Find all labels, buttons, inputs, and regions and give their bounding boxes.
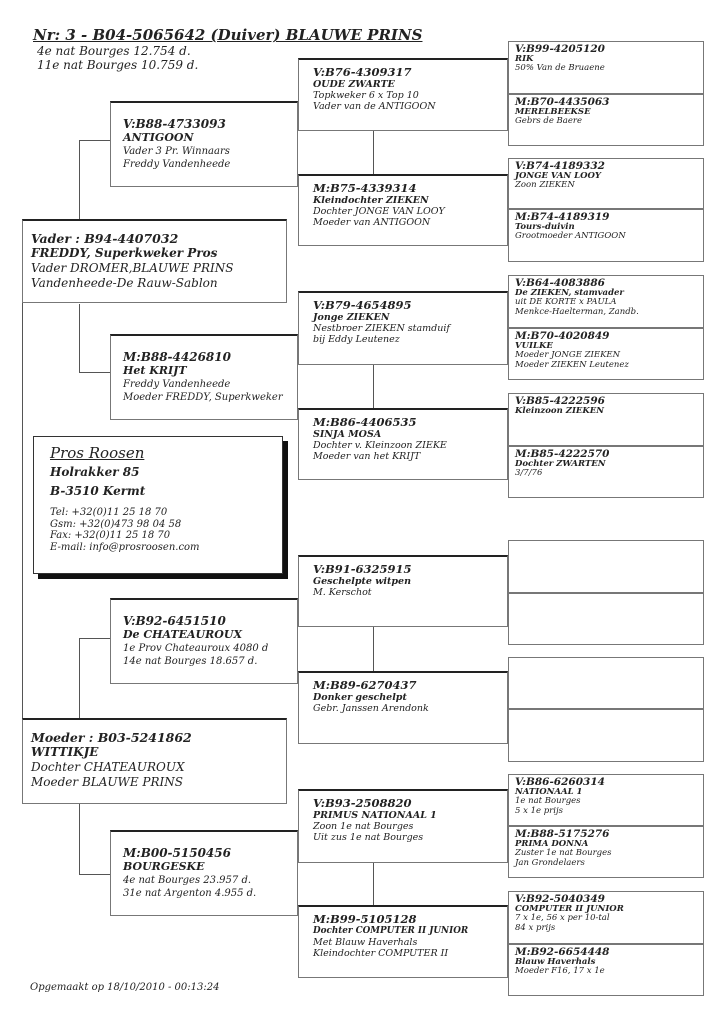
connector-line [79,372,110,373]
ring-number: M:B70-4020849 [515,330,610,342]
pedigree-note: Dochter JONGE VAN LOOY [313,206,445,217]
pedigree-note: Menkce-Haelterman, Zandb. [515,306,639,317]
pedigree-note: Zoon ZIEKEN [515,180,575,190]
ring-number: M:B75-4339314 [313,181,417,195]
ring-number: M:B70-4435063 [515,96,610,108]
pedigree-note: 3/7/76 [515,468,543,478]
pigeon-name: OUDE ZWARTE [313,79,395,90]
pigeon-name: Donker geschelpt [313,692,407,703]
ring-number: M:B85-4222570 [515,448,610,460]
pedigree-card-g4[interactable] [508,158,704,209]
connector-line [373,627,374,671]
pedigree-note: Vader 3 Pr. Winnaars [123,146,230,157]
pigeon-name: Geschelpte witpen [313,576,412,587]
connector-line [373,131,374,174]
ring-number: V:B99-4205120 [515,43,605,55]
pedigree-card-g4[interactable] [508,393,704,446]
connector-line [79,874,110,875]
breeder-email: E-mail: info@prosroosen.com [50,541,200,553]
pigeon-name: NATIONAAL 1 [515,787,583,797]
pigeon-name: RIK [515,54,534,64]
pedigree-card-g4-empty[interactable] [508,593,704,645]
pigeon-name: De CHATEAUROUX [123,628,242,641]
pedigree-card-g3[interactable] [298,174,508,246]
pedigree-card-g3[interactable] [298,671,508,744]
pigeon-name: VUILKE [515,341,553,351]
pedigree-card-g4[interactable] [508,275,704,328]
pedigree-card-g3[interactable] [298,408,508,480]
pedigree-card-g2[interactable] [110,830,298,916]
pedigree-note: Kleindochter COMPUTER II [313,948,449,959]
ring-number: V:B64-4083886 [515,277,605,289]
ring-number: V:B79-4654895 [313,298,412,312]
connector-line [79,304,80,372]
pedigree-card-g4[interactable] [508,891,704,944]
created-timestamp: Opgemaakt op 18/10/2010 - 00:13:24 [30,982,220,993]
ring-number: Moeder : B03-5241862 [31,730,192,745]
pedigree-note: Dochter CHATEAUROUX [31,760,185,774]
pedigree-note: Topkweker 6 x Top 10 [313,90,419,101]
pigeon-name: WITTIKJE [31,745,99,759]
pedigree-note: uit DE KORTE x PAULA [515,297,617,307]
pedigree-card-g3[interactable] [298,555,508,627]
pedigree-note: Moeder ZIEKEN Leutenez [515,359,629,370]
pigeon-name: Blauw Haverhals [515,957,596,967]
ring-number: V:B86-6260314 [515,776,605,788]
pigeon-name: JONGE VAN LOOY [515,171,602,181]
pedigree-note: 84 x prijs [515,922,556,933]
pigeon-name: Tours-duivin [515,222,575,232]
connector-line [79,140,80,220]
pedigree-note: Freddy Vandenheede [123,159,231,170]
pedigree-note: Gebrs de Baere [515,116,582,126]
ring-number: M:B99-5105128 [313,912,417,926]
pedigree-card-g4-empty[interactable] [508,540,704,593]
ring-number: V:B74-4189332 [515,160,605,172]
pedigree-card-mother[interactable] [22,718,287,804]
pigeon-name: De ZIEKEN, stamvader [515,288,624,298]
pedigree-card-g4[interactable] [508,774,704,826]
pedigree-note: Freddy Vandenheede [123,379,231,390]
pedigree-note: 1e Prov Chateauroux 4080 d [123,643,269,654]
pedigree-note: Moeder van ANTIGOON [313,217,431,228]
pedigree-card-g3[interactable] [298,789,508,863]
pedigree-note: 5 x 1e prijs [515,805,563,816]
ring-number: V:B85-4222596 [515,395,605,407]
pedigree-card-g2[interactable] [110,598,298,684]
pedigree-card-g4[interactable] [508,446,704,498]
pedigree-note: Jan Grondelaers [515,857,585,868]
pedigree-card-g3[interactable] [298,291,508,365]
page-title: Nr: 3 - B04-5065642 (Duiver) BLAUWE PRINS [33,26,423,44]
pedigree-note: Grootmoeder ANTIGOON [515,231,626,241]
connector-line [79,638,80,718]
ring-number: M:B74-4189319 [515,211,610,223]
pedigree-note: Gebr. Janssen Arendonk [313,703,429,714]
pedigree-card-g4-empty[interactable] [508,657,704,709]
pedigree-note: 50% Van de Bruaene [515,63,605,73]
pedigree-note: Vader DROMER,BLAUWE PRINS [31,261,234,275]
connector-line [79,638,110,639]
ring-number: V:B76-4309317 [313,65,412,79]
breeder-mobile: Gsm: +32(0)473 98 04 58 [50,518,182,530]
ring-number: V:B91-6325915 [313,562,412,576]
connector-line [79,140,110,141]
pedigree-card-g4-empty[interactable] [508,709,704,762]
pigeon-name: Dochter ZWARTEN [515,459,606,469]
pedigree-note: Uit zus 1e nat Bourges [313,832,424,843]
pigeon-name: MERELBEEKSE [515,107,591,117]
pedigree-note: 1e nat Bourges [515,796,581,806]
pedigree-note: Nestbroer ZIEKEN stamduif [313,323,450,334]
breeder-fax: Fax: +32(0)11 25 18 70 [50,530,171,541]
breeder-phone: Tel: +32(0)11 25 18 70 [50,507,168,518]
pedigree-note: 31e nat Argenton 4.955 d. [123,888,257,899]
pigeon-name: Kleindochter ZIEKEN [313,195,429,206]
breeder-card [33,436,283,574]
pedigree-card-g4[interactable] [508,826,704,878]
pedigree-note: Vandenheede-De Rauw-Sablon [31,276,218,290]
pedigree-note: Vader van de ANTIGOON [313,101,436,112]
breeder-street: Holrakker 85 [50,465,140,479]
pedigree-note: Moeder van het KRIJT [313,451,421,462]
pedigree-note: Dochter v. Kleinzoon ZIEKE [313,440,447,451]
pedigree-card-g3[interactable] [298,58,508,131]
pedigree-note: Moeder BLAUWE PRINS [31,775,183,789]
pigeon-name: Het KRIJT [123,364,187,377]
pigeon-name: Dochter COMPUTER II JUNIOR [313,926,469,936]
ring-number: M:B89-6270437 [313,678,417,692]
ring-number: M:B00-5150456 [123,846,231,860]
pedigree-note: Moeder JONGE ZIEKEN [515,350,621,360]
ring-number: V:B92-5040349 [515,893,605,905]
connector-line [373,863,374,905]
pedigree-note: 14e nat Bourges 18.657 d. [123,656,258,667]
pedigree-card-father[interactable] [22,219,287,303]
pedigree-card-g2[interactable] [110,101,298,187]
pedigree-card-g4[interactable] [508,94,704,146]
pedigree-note: Zuster 1e nat Bourges [515,848,612,858]
breeder-name: Pros Roosen [50,444,145,462]
pigeon-name: ANTIGOON [123,131,194,144]
header-result-2: 11e nat Bourges 10.759 d. [37,58,199,72]
pigeon-name: COMPUTER II JUNIOR [515,904,624,914]
pigeon-name: BOURGESKE [123,860,205,873]
ring-number: V:B88-4733093 [123,117,226,131]
pigeon-name: FREDDY, Superkweker Pros [31,246,218,260]
pedigree-note: Moeder FREDDY, Superkweker [123,392,283,403]
pedigree-note: Moeder F16, 17 x 1e [515,966,605,976]
connector-line [373,365,374,408]
pigeon-name: SINJA MOSA [313,429,382,440]
pedigree-note: 4e nat Bourges 23.957 d. [123,875,252,886]
ring-number: M:B88-5175276 [515,828,610,840]
ring-number: Vader : B94-4407032 [31,231,179,246]
ring-number: V:B92-6451510 [123,614,226,628]
ring-number: M:B86-4406535 [313,415,417,429]
ring-number: V:B93-2508820 [313,796,412,810]
pigeon-name: PRIMUS NATIONAAL 1 [313,810,437,821]
pedigree-card-g4[interactable] [508,41,704,94]
breeder-city: B-3510 Kermt [50,484,146,498]
ring-number: M:B92-6654448 [515,946,610,958]
pedigree-note: 7 x 1e, 56 x per 10-tal [515,913,610,923]
connector-line [79,804,80,874]
pigeon-name: PRIMA DONNA [515,839,589,849]
pedigree-note: Met Blauw Haverhals [313,937,418,948]
pigeon-name: Kleinzoon ZIEKEN [515,406,605,416]
pedigree-card-g4[interactable] [508,209,704,262]
pigeon-name: Jonge ZIEKEN [313,312,390,323]
pedigree-card-g3[interactable] [298,905,508,978]
pedigree-card-g4[interactable] [508,944,704,996]
pedigree-card-g2[interactable] [110,334,298,420]
pedigree-card-g4[interactable] [508,328,704,380]
pedigree-note: bij Eddy Leutenez [313,334,400,345]
pedigree-note: Zoon 1e nat Bourges [313,821,414,832]
ring-number: M:B88-4426810 [123,350,231,364]
header-result-1: 4e nat Bourges 12.754 d. [37,44,191,58]
pedigree-note: M. Kerschot [313,587,372,598]
